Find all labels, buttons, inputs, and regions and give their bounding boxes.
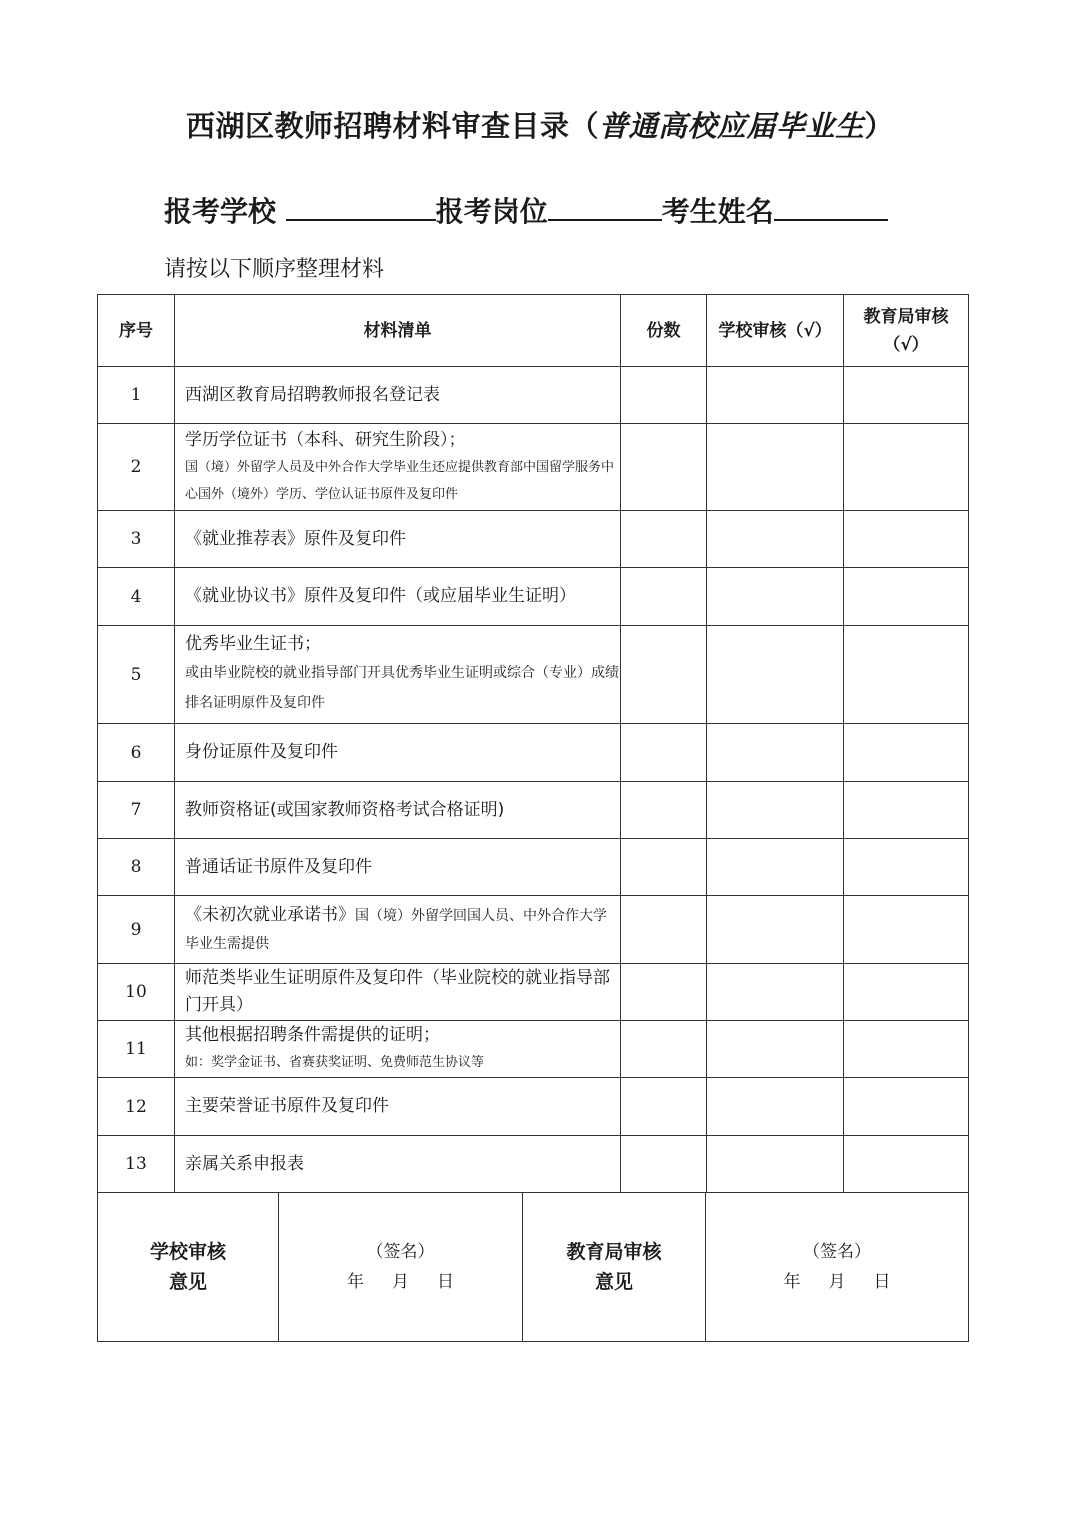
review-opinion-table bbox=[97, 1192, 969, 1342]
school-check-cell[interactable] bbox=[707, 511, 844, 568]
row-material bbox=[175, 839, 621, 896]
copies-cell[interactable] bbox=[621, 724, 707, 782]
material-text: 《就业协议书》原件及复印件（或应届毕业生证明） bbox=[185, 586, 576, 606]
school-signature-label: （签名） bbox=[366, 1242, 435, 1262]
bureau-check-cell[interactable] bbox=[844, 568, 969, 626]
bureau-check-cell[interactable] bbox=[844, 896, 969, 964]
school-opinion-line1: 学校审核 bbox=[149, 1241, 226, 1263]
copies-cell[interactable] bbox=[621, 568, 707, 626]
row-number: 12 bbox=[98, 1078, 175, 1136]
instruction-text: 请按以下顺序整理材料 bbox=[164, 257, 385, 282]
year-label: 年 bbox=[783, 1272, 801, 1292]
school-opinion-line2: 意见 bbox=[168, 1271, 207, 1293]
day-label: 日 bbox=[873, 1272, 891, 1292]
bureau-opinion-label bbox=[523, 1193, 706, 1342]
school-check-cell[interactable] bbox=[707, 424, 844, 511]
table-row bbox=[98, 424, 969, 511]
bureau-check-cell[interactable] bbox=[844, 367, 969, 424]
position-field[interactable] bbox=[548, 191, 662, 221]
bureau-check-cell[interactable] bbox=[844, 424, 969, 511]
school-opinion-label bbox=[98, 1193, 279, 1342]
row-number: 3 bbox=[98, 511, 175, 568]
school-date-line bbox=[279, 1267, 522, 1297]
copies-cell[interactable] bbox=[621, 511, 707, 568]
row-material bbox=[175, 782, 621, 839]
day-label: 日 bbox=[437, 1272, 454, 1292]
material-text: 优秀毕业生证书； bbox=[185, 634, 321, 654]
month-label: 月 bbox=[828, 1272, 846, 1292]
row-number: 7 bbox=[98, 782, 175, 839]
school-check-cell[interactable] bbox=[707, 839, 844, 896]
school-check-cell[interactable] bbox=[707, 367, 844, 424]
bureau-check-cell[interactable] bbox=[844, 724, 969, 782]
copies-cell[interactable] bbox=[621, 839, 707, 896]
copies-cell[interactable] bbox=[621, 626, 707, 724]
school-field[interactable] bbox=[286, 191, 436, 221]
col-header-copies: 份数 bbox=[621, 295, 707, 367]
school-check-cell[interactable] bbox=[707, 782, 844, 839]
row-number: 10 bbox=[98, 964, 175, 1021]
material-text: 教师资格证(或国家教师资格考试合格证明) bbox=[185, 799, 505, 820]
school-check-cell[interactable] bbox=[707, 626, 844, 724]
material-text: 亲属关系申报表 bbox=[185, 1153, 304, 1174]
col-header-materials: 材料清单 bbox=[175, 295, 621, 367]
name-field[interactable] bbox=[774, 191, 888, 221]
material-text: 师范类毕业生证明原件及复印件（毕业院校的就业指导部门开具） bbox=[185, 968, 610, 1015]
bureau-signature-area[interactable] bbox=[706, 1193, 969, 1342]
bureau-check-cell[interactable] bbox=[844, 1021, 969, 1078]
copies-cell[interactable] bbox=[621, 367, 707, 424]
table-row bbox=[98, 1136, 969, 1193]
school-check-cell[interactable] bbox=[707, 568, 844, 626]
material-subtext: 国（境）外留学回国人员、中外合作大学毕业生需提供 bbox=[185, 907, 607, 952]
row-number: 9 bbox=[98, 896, 175, 964]
copies-cell[interactable] bbox=[621, 1136, 707, 1193]
copies-cell[interactable] bbox=[621, 424, 707, 511]
material-text: 《未初次就业承诺书》 bbox=[185, 904, 355, 925]
row-material bbox=[175, 1021, 621, 1078]
row-number: 13 bbox=[98, 1136, 175, 1193]
row-material bbox=[175, 626, 621, 724]
row-material bbox=[175, 568, 621, 626]
title-end: ） bbox=[864, 109, 895, 143]
table-row bbox=[98, 896, 969, 964]
row-number: 11 bbox=[98, 1021, 175, 1078]
title-main: 西湖区教师招聘材料审查目录（ bbox=[185, 109, 599, 143]
row-material bbox=[175, 511, 621, 568]
row-material bbox=[175, 367, 621, 424]
row-material bbox=[175, 964, 621, 1021]
table-row bbox=[98, 367, 969, 424]
row-number: 5 bbox=[98, 626, 175, 724]
table-row bbox=[98, 1021, 969, 1078]
bureau-check-cell[interactable] bbox=[844, 511, 969, 568]
col-header-seq: 序号 bbox=[98, 295, 175, 367]
table-row bbox=[98, 782, 969, 839]
bureau-check-cell[interactable] bbox=[844, 782, 969, 839]
school-check-cell[interactable] bbox=[707, 896, 844, 964]
material-subtext: 或由毕业院校的就业指导部门开具优秀毕业生证明或综合（专业）成绩排名证明原件及复印件 bbox=[185, 665, 619, 711]
copies-cell[interactable] bbox=[621, 964, 707, 1021]
table-header-row bbox=[98, 295, 969, 367]
school-check-cell[interactable] bbox=[707, 1078, 844, 1136]
row-number: 4 bbox=[98, 568, 175, 626]
row-material bbox=[175, 724, 621, 782]
material-text: 身份证原件及复印件 bbox=[185, 742, 338, 762]
bureau-check-cell[interactable] bbox=[844, 626, 969, 724]
table-row bbox=[98, 511, 969, 568]
material-subtext: 国（境）外留学人员及中外合作大学毕业生还应提供教育部中国留学服务中心国外（境外）学历、学位认证书原件及复印件 bbox=[185, 459, 615, 502]
bureau-check-cell[interactable] bbox=[844, 1078, 969, 1136]
row-material bbox=[175, 424, 621, 511]
row-material bbox=[175, 1078, 621, 1136]
school-signature-area[interactable] bbox=[279, 1193, 523, 1342]
school-check-cell[interactable] bbox=[707, 964, 844, 1021]
table-row bbox=[98, 568, 969, 626]
col-header-bureau-review bbox=[844, 295, 969, 367]
copies-cell[interactable] bbox=[621, 782, 707, 839]
materials-table bbox=[97, 294, 969, 1193]
school-check-cell[interactable] bbox=[707, 1021, 844, 1078]
col-header-school-review: 学校审核（√） bbox=[707, 295, 844, 367]
bureau-signature-label: （签名） bbox=[803, 1242, 871, 1262]
row-material bbox=[175, 896, 621, 964]
month-label: 月 bbox=[392, 1272, 409, 1292]
title-italic: 普通高校应届毕业生 bbox=[598, 109, 865, 143]
applicant-info-line bbox=[164, 190, 888, 230]
bureau-review-line1: 教育局审核 bbox=[863, 306, 949, 327]
position-label: 报考岗位 bbox=[435, 195, 548, 228]
bureau-check-cell[interactable] bbox=[844, 1136, 969, 1193]
material-text: 《就业推荐表》原件及复印件 bbox=[185, 528, 406, 549]
material-text: 西湖区教育局招聘教师报名登记表 bbox=[185, 384, 440, 405]
school-label: 报考学校 bbox=[164, 195, 277, 228]
row-number: 2 bbox=[98, 424, 175, 511]
material-subtext: 如：奖学金证书、省赛获奖证明、免费师范生协议等 bbox=[185, 1055, 485, 1070]
name-label: 考生姓名 bbox=[661, 195, 774, 228]
table-row bbox=[98, 839, 969, 896]
bureau-review-line2: （√） bbox=[883, 334, 929, 355]
table-row bbox=[98, 724, 969, 782]
bureau-opinion-line2: 意见 bbox=[594, 1271, 633, 1293]
school-check-cell[interactable] bbox=[707, 724, 844, 782]
page-title bbox=[0, 104, 1080, 145]
copies-cell[interactable] bbox=[621, 1078, 707, 1136]
review-opinion-row bbox=[98, 1193, 969, 1342]
copies-cell[interactable] bbox=[621, 896, 707, 964]
table-row bbox=[98, 1078, 969, 1136]
row-number: 1 bbox=[98, 367, 175, 424]
bureau-date-line bbox=[706, 1267, 968, 1297]
material-text: 其他根据招聘条件需提供的证明； bbox=[185, 1025, 440, 1045]
material-text: 主要荣誉证书原件及复印件 bbox=[185, 1096, 389, 1116]
bureau-check-cell[interactable] bbox=[844, 839, 969, 896]
table-row bbox=[98, 964, 969, 1021]
school-check-cell[interactable] bbox=[707, 1136, 844, 1193]
row-number: 6 bbox=[98, 724, 175, 782]
year-label: 年 bbox=[347, 1272, 364, 1292]
row-material bbox=[175, 1136, 621, 1193]
bureau-opinion-line1: 教育局审核 bbox=[566, 1241, 662, 1263]
row-number: 8 bbox=[98, 839, 175, 896]
copies-cell[interactable] bbox=[621, 1021, 707, 1078]
material-text: 普通话证书原件及复印件 bbox=[185, 856, 372, 877]
table-row bbox=[98, 626, 969, 724]
material-text: 学历学位证书（本科、研究生阶段）； bbox=[185, 429, 466, 450]
bureau-check-cell[interactable] bbox=[844, 964, 969, 1021]
